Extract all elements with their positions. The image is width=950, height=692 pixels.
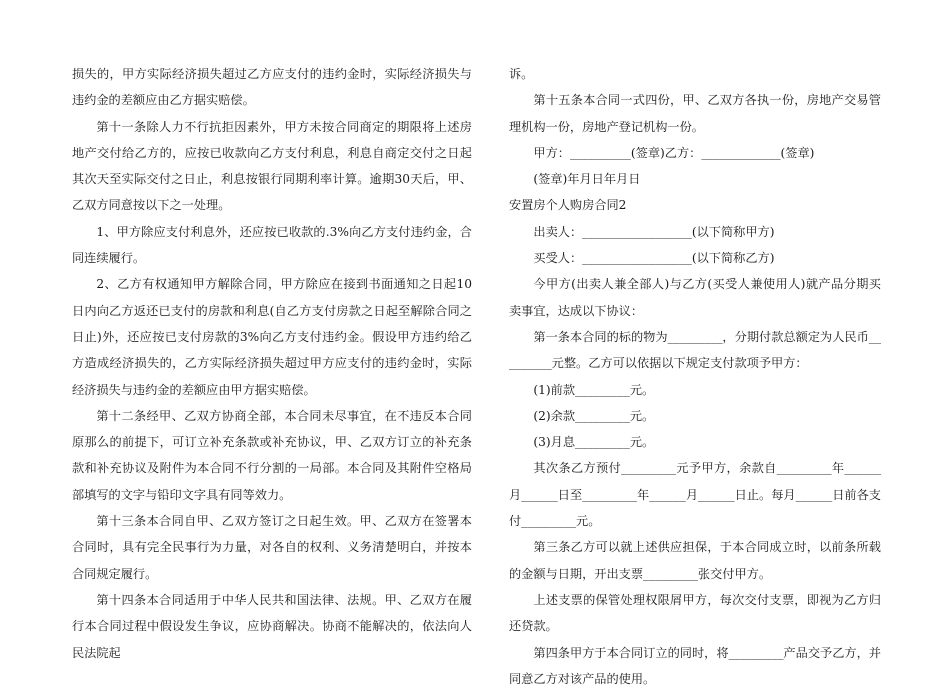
right-column — [509, 61, 881, 692]
right-paragraph-2: 第十五条本合同一式四份，甲、乙双方各执一份，房地产交易管理机构一份，房地产登记机构一份。 — [509, 93, 881, 134]
right-paragraph-10: (1)前款_________元。 — [533, 382, 655, 397]
left-column — [72, 61, 472, 666]
right-paragraph-6: 出卖人：__________________(以下简称甲方) — [533, 224, 775, 239]
right-paragraph-1: 诉。 — [509, 67, 534, 81]
left-paragraph-2: 第十一条除人力不行抗拒因素外，甲方未按合同商定的期限将上述房地产交付给乙方的，应按已收款向乙方支付利息，利息自商定交付之日起其次天至实际交付之日止，利息按银行同期利率计算。逾期30天后，甲、乙双方同意按以下之一处理。 — [72, 119, 472, 213]
left-paragraph-4: 2、乙方有权通知甲方解除合同，甲方除应在接到书面通知之日起10日内向乙方返还已支付的房款和利息(自乙方支付房款之日起至解除合同之日止)外，还应按已支付房款的3%向乙方支付违约金。假设甲方违约给乙方造成经济损失的，乙方实际经济损失超过甲方应支付的违约金时，实际经济损失与违约金的差额应由甲方据实赔偿。 — [72, 277, 472, 397]
right-paragraph-12: (3)月息_________元。 — [533, 435, 655, 450]
right-paragraph-7: 买受人：__________________(以下简称乙方) — [533, 251, 775, 266]
left-paragraph-7: 第十四条本合同适用于中华人民共和国法律、法规。甲、乙双方在履行本合同过程中假设发生争议，应协商解决。协商不能解决的，依法向人民法院起 — [72, 592, 472, 660]
right-paragraph-9: 第一条本合同的标的物为_________，分期付款总额定为人民币_________元整。乙方可以依据以下规定支付款项予甲方： — [509, 329, 881, 371]
left-paragraph-6: 第十三条本合同自甲、乙双方签订之日起生效。甲、乙双方在签署本合同时，具有完全民事行为力量，对各自的权利、义务清楚明白，并按本合同规定履行。 — [72, 514, 472, 581]
right-paragraph-4: (签章)年月日年月日 — [533, 172, 641, 187]
right-paragraph-8: 今甲方(出卖人兼全部人)与乙方(买受人兼使用人)就产品分期买卖事宜，达成以下协议： — [509, 277, 881, 318]
left-paragraph-5: 第十二条经甲、乙双方协商全部，本合同未尽事宜，在不违反本合同原那么的前提下，可订立补充条款或补充协议，甲、乙双方订立的补充条款和补充协议及附件为本合同不行分割的一局部。本合同及其附件空格局部填写的文字与铅印文字具有同等效力。 — [72, 408, 472, 502]
right-paragraph-15: 上述支票的保管处理权限屑甲方，每次交付支票，即视为乙方归还贷款。 — [509, 592, 881, 634]
contract-subtitle: 安置房个人购房合同2 — [509, 198, 627, 213]
right-paragraph-14: 第三条乙方可以就上述供应担保，于本合同成立时，以前条所载的金额与日期，开出支票_________张交付甲方。 — [509, 540, 881, 581]
right-paragraph-16: 第四条甲方于本合同订立的同时，将_________产品交予乙方，并同意乙方对该产品的使用。 — [509, 645, 881, 686]
right-paragraph-13: 其次条乙方预付_________元予甲方，余款自_________年______月______日至_________年______月______日止。每月______日前各支付_________元。 — [509, 461, 881, 529]
right-paragraph-11: (2)余款_________元。 — [533, 408, 655, 423]
left-paragraph-1: 损失的，甲方实际经济损失超过乙方应支付的违约金时，实际经济损失与违约金的差额应由乙方据实赔偿。 — [72, 67, 472, 108]
left-paragraph-3: 1、甲方除应支付利息外，还应按已收款的.3%向乙方支付违约金，合同连续履行。 — [72, 224, 472, 266]
right-paragraph-3: 甲方：__________(签章)乙方：_____________(签章) — [533, 145, 815, 160]
